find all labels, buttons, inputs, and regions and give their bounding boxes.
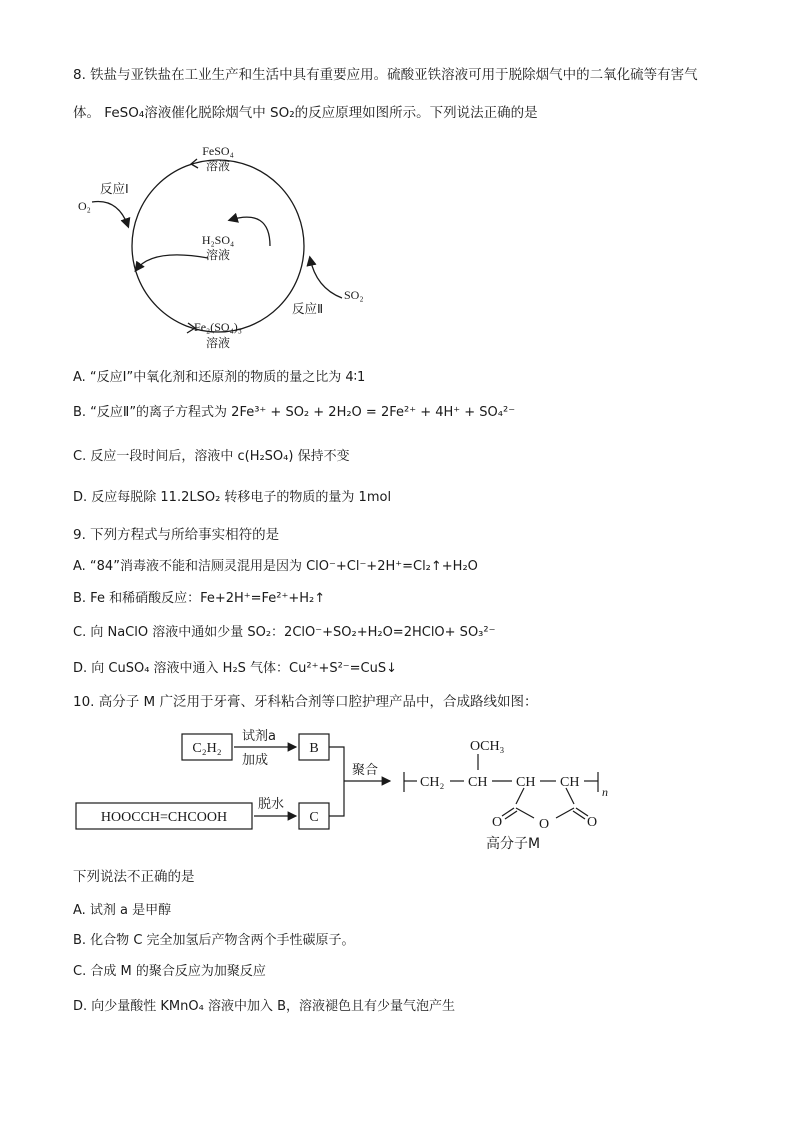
q10-synthesis-diagram [72, 720, 632, 860]
h2so4-in-arrow [230, 217, 270, 246]
h2so4-label: H₂SO₄ [201, 233, 235, 247]
q8-option-b: B. “反应Ⅱ”的离子方程式为 2Fe³⁺ + SO₂ + 2H₂O = 2Fe²⁺ + 4H⁺ + SO₄²⁻ [73, 405, 516, 420]
q9-option-d: D. 向 CuSO₄ 溶液中通入 H₂S 气体：Cu²⁺+S²⁻=CuS↓ [73, 661, 398, 676]
so2-label: SO₂ [344, 288, 364, 302]
b-label: B [309, 741, 319, 756]
q10-stem: 10. 高分子 M 广泛用于牙膏、牙科粘合剂等口腔护理产品中，合成路线如图： [73, 694, 538, 710]
feso4-label: FeSO₄ [202, 144, 234, 158]
c2h2-label: C₂H₂ [192, 741, 222, 756]
och3-label: OCH₃ [470, 739, 505, 754]
dehydrate-label: 脱水 [258, 797, 285, 812]
q9-option-a: A. “84”消毒液不能和洁厕灵混用是因为 ClO⁻+Cl⁻+2H⁺=Cl₂↑+H₂O [73, 559, 478, 574]
carbonyl-o-right: O [587, 815, 598, 830]
repeat-n-label: n [602, 785, 608, 799]
fe2so43-solution-label: 溶液 [205, 336, 231, 350]
join-bracket [329, 747, 344, 816]
q10-option-c: C. 合成 M 的聚合反应为加聚反应 [73, 964, 266, 979]
ring-o: O [539, 817, 550, 832]
reagent-a-label: 试剂a [242, 729, 276, 744]
ch2-label: CH₂ [420, 775, 445, 790]
o2-label: O₂ [78, 199, 91, 213]
ch-right-label: CH [560, 775, 580, 790]
c-label: C [309, 810, 319, 825]
o2-arrow [92, 202, 128, 227]
q9-option-b: B. Fe 和稀硝酸反应：Fe+2H⁺=Fe²⁺+H₂↑ [73, 591, 326, 606]
ch-left-label: CH [468, 775, 488, 790]
polymerize-label: 聚合 [352, 763, 379, 778]
reaction2-label: 反应Ⅱ [292, 301, 324, 316]
addition-label: 加成 [242, 753, 269, 768]
feso4-solution-label: 溶液 [205, 159, 231, 173]
reaction1-label: 反应Ⅰ [100, 181, 129, 196]
q10-option-d: D. 向少量酸性 KMnO₄ 溶液中加入 B，溶液褪色且有少量气泡产生 [73, 999, 456, 1014]
q8-stem-line1: 8. 铁盐与亚铁盐在工业生产和生活中具有重要应用。硫酸亚铁溶液可用于脱除烟气中的二氧化硫等有害气 [73, 67, 698, 83]
q9-option-c: C. 向 NaClO 溶液中通如少量 SO₂：2ClO⁻+SO₂+H₂O=2HClO+ SO₃²⁻ [73, 625, 496, 640]
q8-stem-line2: 体。 FeSO₄溶液催化脱除烟气中 SO₂的反应原理如图所示。下列说法正确的是 [73, 105, 538, 121]
carbonyl-o-left: O [492, 815, 503, 830]
h2so4-solution-label: 溶液 [205, 248, 231, 262]
so2-arrow [310, 258, 342, 298]
maleic-acid-label: HOOCCH=CHCOOH [100, 810, 228, 825]
h2so4-out-arrow [136, 255, 208, 270]
polymer-m-name: 高分子M [486, 836, 541, 852]
q8-option-d: D. 反应每脱除 11.2LSO₂ 转移电子的物质的量为 1mol [73, 490, 392, 505]
ch-mid-label: CH [516, 775, 536, 790]
q9-stem: 9. 下列方程式与所给事实相符的是 [73, 527, 280, 543]
q10-ask: 下列说法不正确的是 [73, 869, 195, 885]
q8-option-a: A. “反应Ⅰ”中氧化剂和还原剂的物质的量之比为 4∶1 [73, 370, 366, 385]
q8-cycle-diagram [70, 138, 370, 360]
q10-option-b: B. 化合物 C 完全加氢后产物含两个手性碳原子。 [73, 933, 355, 948]
q10-option-a: A. 试剂 a 是甲醇 [73, 903, 172, 918]
q8-option-c: C. 反应一段时间后，溶液中 c(H₂SO₄) 保持不变 [73, 449, 350, 464]
fe2so43-label: Fe₂(SO₄)₃ [194, 320, 242, 334]
